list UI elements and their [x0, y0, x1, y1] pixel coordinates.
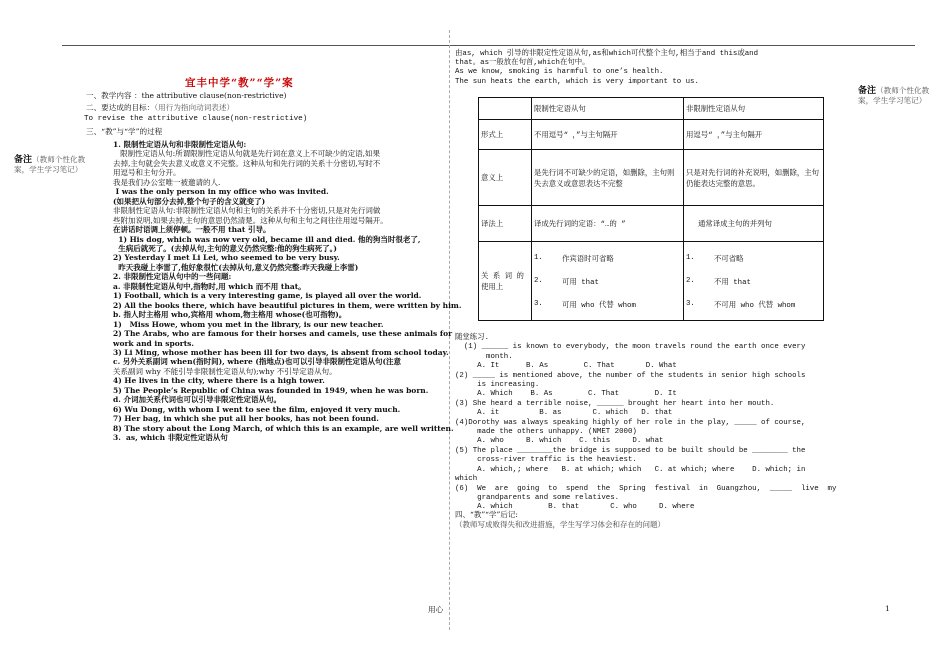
top-rule — [62, 45, 915, 46]
usage-item-text: 可用 who 代替 whom — [562, 301, 636, 310]
usage-item-number: 1. — [686, 254, 695, 262]
intro-line: that。as一般放在句首,which在句中。 — [455, 59, 590, 68]
body-line: I was the only person in my office who was invited. — [113, 187, 329, 197]
table-cell: 不用逗号“ ，”与主句隔开 — [532, 120, 684, 150]
body-line: 去掉,主句就会失去意义或意义不完整。这种从句和先行词的关系十分密切,写时不 — [113, 158, 381, 168]
table-header-cell — [479, 98, 532, 120]
body-line: 1) Football, which is a very interesting game, is played all over the world. — [113, 291, 422, 301]
usage-item-number: 3. — [686, 300, 695, 308]
left-body — [113, 140, 462, 443]
body-line: c. 另外关系副词 when(指时间), where (指地点)也可以引导非限制性定语从句(注意 — [113, 357, 402, 367]
table-cell: 通常译成主句的并列句 — [684, 206, 824, 242]
body-line: 1) Miss Howe, whom you met in the library, is our new teacher. — [113, 319, 384, 329]
practice-line: grandparents and some relatives. — [455, 493, 620, 502]
section-4 — [455, 510, 665, 529]
practice-line: (4)Dorothy was always speaking highly of her role in the play, _____ of course, — [455, 418, 806, 427]
table-row — [479, 150, 824, 206]
practice-line: A. which B. that C. who D. where — [455, 503, 695, 512]
body-line: 8) The story about the Long March, of which this is an example, are well written. — [113, 423, 454, 433]
body-line: 2) The Arabs, who are famous for their horses and camels, use these animals for — [113, 329, 453, 339]
intro-line: The sun heats the earth, which is very important to us. — [455, 77, 699, 86]
body-line: 7) Her bag, in which she put all her books, has not been found. — [113, 414, 379, 424]
section-2 — [86, 103, 307, 113]
table-row — [479, 242, 824, 321]
practice-line: (2) _____ is mentioned above, the number of the students in senior high schools — [455, 371, 806, 380]
section-2-label: 二、要达成的目标： — [86, 102, 155, 112]
table-row — [479, 120, 824, 150]
practice-section — [455, 334, 835, 513]
practice-line: (6) We are going to spend the Spring festival in Guangzhou, _____ live my — [455, 484, 837, 493]
table-row — [479, 206, 824, 242]
side-note-left-label: 备注 — [14, 155, 33, 165]
footer-center: 用心 — [428, 605, 444, 614]
practice-line: 随堂练习. — [455, 334, 489, 342]
table-cell: 译法上 — [479, 206, 532, 242]
comparison-table — [478, 97, 824, 321]
usage-item — [686, 247, 821, 270]
practice-line: made the others unhappy. (NMET 2000) — [455, 428, 637, 437]
intro-line: 由as, which 引导的非限定性定语从句,as和which可代整个主句,相当于and this或and — [455, 50, 759, 58]
usage-item-text: 作宾语时可省略 — [562, 255, 614, 264]
right-intro — [455, 50, 835, 87]
body-line: 6) Wu Dong, with whom I went to see the film, enjoyed it very much. — [113, 404, 401, 414]
practice-line: cross-river traffic is the heaviest. — [455, 456, 637, 465]
page-title: 宜丰中学“教”“学”案 — [185, 77, 294, 89]
usage-item — [686, 293, 821, 316]
body-line: work and in sports. — [113, 338, 195, 348]
practice-line: which — [455, 475, 478, 484]
body-line: 用逗号和主句分开。 — [113, 168, 181, 178]
body-line: 2. 非限制性定语从句中的一些问题: — [113, 272, 232, 282]
side-note-right-label: 备注 — [858, 86, 877, 96]
practice-line: A. which,; where B. at which; which C. at which; where D. which; in — [455, 465, 806, 474]
table-cell: 是先行词不可缺少的定语，如删除，主句则失去意义或意思表达不完整 — [532, 150, 684, 206]
intro-line: As we know, smoking is harmful to one’s health. — [455, 68, 664, 77]
section-3: 三、“教”与“学”的过程 — [86, 126, 163, 136]
side-note-left — [14, 155, 86, 174]
usage-left-list — [534, 247, 681, 316]
body-line: 1) His dog, which was now very old, became ill and died. 他的狗当时很老了, — [113, 234, 421, 244]
usage-item-text: 不用 that — [714, 278, 751, 287]
practice-line: A. who B. which C. this D. what — [455, 437, 664, 446]
body-line: 昨天我碰上李雷了,他好象很忙(去掉从句,意义仍然完整:昨天我碰上李雷) — [113, 262, 359, 272]
table-header-cell: 非限制性定语从句 — [684, 98, 824, 120]
section-headers — [86, 91, 307, 136]
table-cell: 译成先行词的定语：“…的 ” — [532, 206, 684, 242]
usage-item-text: 可用 that — [562, 278, 599, 287]
usage-item-text: 不可省略 — [714, 255, 744, 264]
side-note-right-text: （教师个性化教案，学生学习笔记） — [858, 86, 930, 106]
body-line: b. 指人时主格用 who,宾格用 whom,物主格用 whose(也可指物)。 — [113, 310, 347, 320]
practice-line: is increasing. — [455, 381, 540, 390]
section-2-hint: （用行为指向动词表述） — [154, 102, 235, 112]
body-line: 3) Li Ming, whose mother has been ill for two days, is absent from school today. — [113, 347, 449, 357]
table-cell: 只是对先行词的补充说明，如删除，主句仍能表达完整的意思。 — [684, 150, 824, 206]
body-line: d. 介词加关系代词也可以引导非限定性定语从句。 — [113, 395, 281, 405]
body-line: 我是我们办公室唯一被邀请的人. — [113, 177, 221, 187]
usage-item-number: 2. — [534, 277, 543, 285]
table-cell-usage-left — [532, 242, 684, 321]
table-cell: 意义上 — [479, 150, 532, 206]
usage-item — [686, 270, 821, 293]
body-line: 2) Yesterday I met Li Lei, who seemed to be very busy. — [113, 253, 340, 263]
table-header-row — [479, 98, 824, 120]
table-cell: 用逗号“ ，”与主句隔开 — [684, 120, 824, 150]
section-1: 一、教学内容 ：the attributive clause(non-restrictive) — [86, 91, 287, 100]
body-line: 5) The People’s Republic of China was founded in 1949, when he was born. — [113, 385, 429, 395]
body-line: 1. 限制性定语从句和非限制性定语从句: — [113, 140, 247, 149]
usage-item — [534, 270, 681, 293]
body-line: 在讲话时语调上须停顿。一般不用 that 引导。 — [113, 225, 271, 235]
practice-line: A. Which B. As C. That D. It — [455, 390, 677, 399]
body-line: 些附加说明,如果去掉,主句的意思仍然清楚。这种从句和主句之间往往用逗号隔开。 — [113, 215, 388, 225]
table-cell: 形式上 — [479, 120, 532, 150]
practice-line: A. it B. as C. which D. that — [455, 409, 673, 418]
section-4-title: 四、“教”“学”后记: — [455, 510, 518, 519]
table-cell-usage-right — [684, 242, 824, 321]
section-4-note: （教师写成败得失和改进措施，学生写学习体会和存在的问题） — [455, 519, 665, 529]
practice-line: A. It B. As C. That D. What — [455, 362, 677, 371]
side-note-left-text: （教师个性化教案，学生学习笔记） — [14, 155, 86, 175]
body-line: 生病后就死了。(去掉从句,主句的意义仍然完整:他的狗生病死了。) — [113, 243, 337, 253]
table-cell-usage-label: 关 系 词 的 使用上 — [479, 242, 532, 321]
side-note-right — [858, 86, 934, 105]
body-line: 4) He lives in the city, where there is a high tower. — [113, 376, 325, 386]
body-line: 3. as, which 非限定性定语从句 — [113, 433, 228, 443]
body-line: 限制性定语从句:所谓限制性定语从句就是先行词在意义上不可缺少的定语,如果 — [113, 149, 381, 159]
table-header-cell: 限制性定语从句 — [532, 98, 684, 120]
page-number: 1 — [885, 604, 890, 613]
practice-line: (5) The place ________the bridge is supposed to be built should be ________ the — [455, 446, 806, 455]
usage-item-number: 3. — [534, 300, 543, 308]
usage-item — [534, 247, 681, 270]
usage-item-number: 1. — [534, 254, 543, 262]
usage-right-list — [686, 247, 821, 316]
body-line: a. 非限制性定语从句中,指物时,用 which 而不用 that。 — [113, 281, 306, 291]
practice-line: month. — [455, 352, 513, 361]
practice-line: (3) She heard a terrible noise, ______ brought her heart into her mouth. — [455, 399, 775, 408]
practice-line: (1) ______ is known to everybody, the moon travels round the earth once every — [455, 343, 806, 352]
body-line: (如果把从句部分去掉,整个句子的含义就变了) — [113, 196, 266, 206]
body-line: 关系副词 why 不能引导非限制性定语从句);why 不引导定语从句。 — [113, 366, 337, 376]
usage-item — [534, 293, 681, 316]
body-line: 非限制性定语从句:非限制性定语从句和主句的关系并不十分密切,只是对先行词做 — [113, 206, 381, 216]
section-2-goal: To revise the attributive clause(non-restrictive) — [84, 115, 308, 124]
usage-item-text: 不可用 who 代替 whom — [714, 301, 796, 310]
body-line: 2) All the books there, which have beautiful pictures in them, were written by him. — [113, 300, 462, 310]
usage-item-number: 2. — [686, 277, 695, 285]
